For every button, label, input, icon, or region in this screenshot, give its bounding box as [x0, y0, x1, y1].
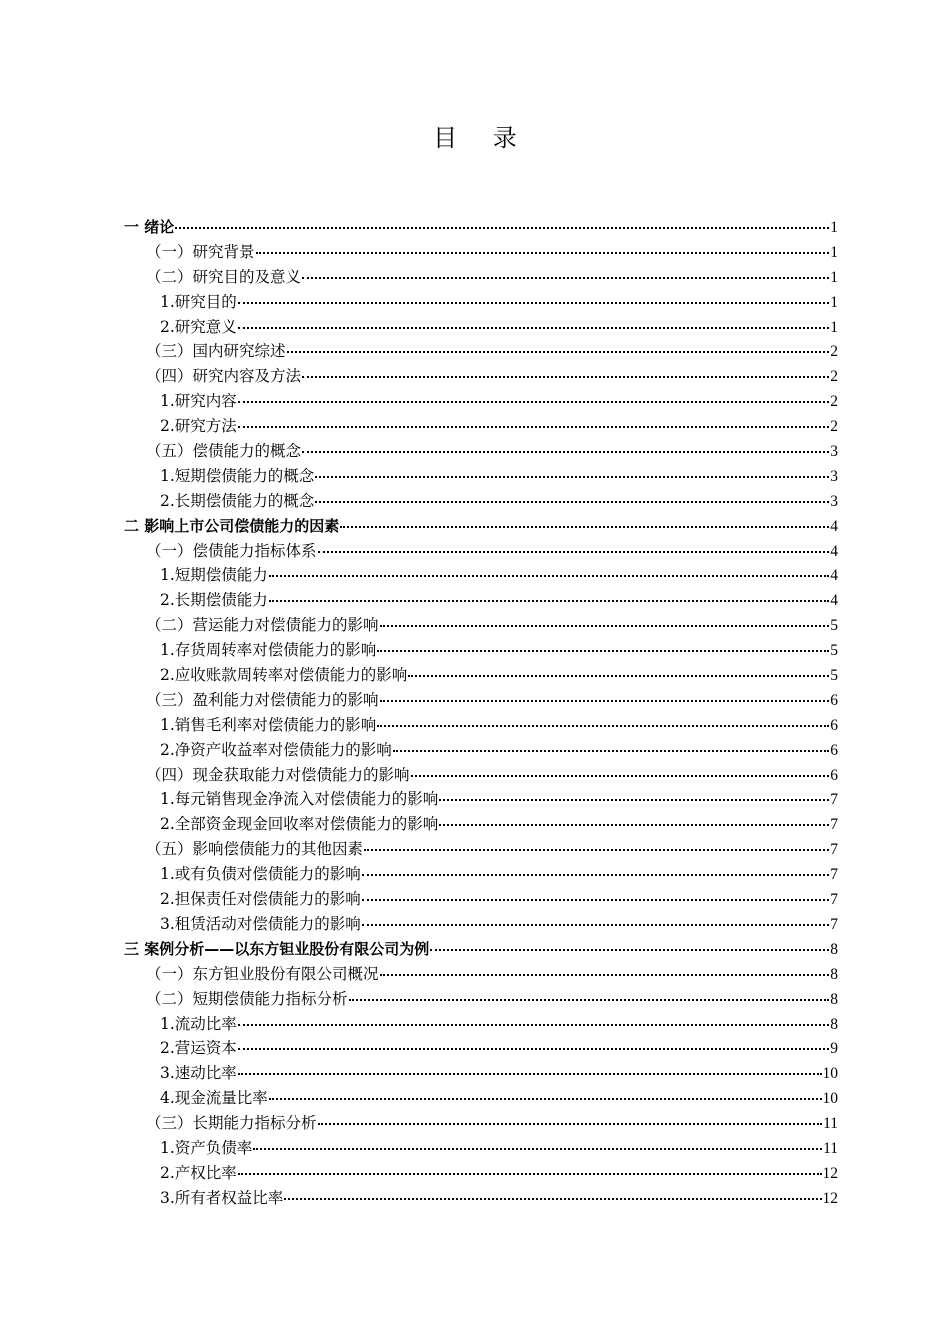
toc-entry-title: （一）研究背景 — [146, 242, 255, 261]
toc-entry[interactable] — [124, 1110, 838, 1135]
toc-dot-leader — [411, 762, 830, 777]
toc-entry[interactable] — [124, 413, 838, 438]
toc-entry[interactable] — [124, 936, 838, 961]
toc-entry-title: （四）现金获取能力对偿债能力的影响 — [146, 765, 410, 784]
toc-entry[interactable] — [124, 214, 838, 239]
toc-page-number: 2 — [830, 343, 838, 361]
toc-dot-leader — [302, 363, 829, 378]
toc-page-number: 4 — [830, 592, 838, 610]
toc-page-number: 8 — [830, 965, 838, 983]
toc-entry[interactable] — [124, 637, 838, 662]
toc-entry[interactable] — [124, 1011, 838, 1036]
toc-dot-leader — [315, 463, 829, 478]
toc-dot-leader — [340, 513, 829, 528]
toc-page-number: 2 — [830, 393, 838, 411]
toc-dot-leader — [393, 737, 829, 752]
toc-entry-title: 1.销售毛利率对偿债能力的影响 — [160, 715, 377, 734]
toc-entry[interactable] — [124, 463, 838, 488]
toc-dot-leader — [284, 1185, 821, 1200]
toc-entry[interactable] — [124, 438, 838, 463]
toc-entry-title: （一）东方钽业股份有限公司概况 — [146, 964, 379, 983]
toc-entry-title: 4.现金流量比率 — [160, 1089, 268, 1108]
toc-entry[interactable] — [124, 239, 838, 264]
toc-entry-title: 2.全部资金现金回收率对偿债能力的影响 — [160, 815, 439, 834]
toc-page-number: 8 — [830, 1015, 838, 1033]
toc-page-number: 11 — [823, 1139, 838, 1157]
toc-entry[interactable] — [124, 911, 838, 936]
toc-dot-leader — [238, 1011, 829, 1026]
toc-page-number: 6 — [830, 716, 838, 734]
toc-entry-title: （三）长期能力指标分析 — [146, 1114, 317, 1133]
toc-page-number: 5 — [830, 667, 838, 685]
toc-entry[interactable] — [124, 1085, 838, 1110]
toc-page-number: 12 — [822, 1164, 838, 1182]
toc-entry[interactable] — [124, 538, 838, 563]
toc-entry-title: 1.研究目的 — [160, 292, 237, 311]
toc-entry[interactable] — [124, 786, 838, 811]
toc-dot-leader — [302, 264, 829, 279]
toc-entry-title: 二 影响上市公司偿债能力的因素 — [124, 516, 340, 535]
toc-page-number: 1 — [830, 268, 838, 286]
toc-entry[interactable] — [124, 363, 838, 388]
toc-dot-leader — [377, 712, 829, 727]
toc-dot-leader — [238, 314, 829, 329]
toc-entry[interactable] — [124, 1160, 838, 1185]
toc-page-number: 3 — [830, 467, 838, 485]
toc-entry[interactable] — [124, 1060, 838, 1085]
toc-dot-leader — [256, 239, 830, 254]
toc-entry-title: 2.长期偿债能力 — [160, 591, 268, 610]
toc-page-number: 5 — [830, 642, 838, 660]
toc-dot-leader — [380, 612, 830, 627]
toc-entry[interactable] — [124, 737, 838, 762]
toc-dot-leader — [362, 911, 829, 926]
toc-entry[interactable] — [124, 961, 838, 986]
toc-entry[interactable] — [124, 762, 838, 787]
toc-dot-leader — [238, 1060, 822, 1075]
toc-page-number: 6 — [830, 691, 838, 709]
toc-page-number: 7 — [830, 816, 838, 834]
toc-page-number: 1 — [830, 293, 838, 311]
toc-entry[interactable] — [124, 1135, 838, 1160]
toc-page-number: 1 — [830, 243, 838, 261]
toc-page-number: 8 — [830, 940, 838, 958]
toc-page-number: 10 — [822, 1090, 838, 1108]
toc-entry[interactable] — [124, 836, 838, 861]
toc-dot-leader — [318, 538, 830, 553]
toc-dot-leader — [380, 961, 830, 976]
toc-entry-title: 3.速动比率 — [160, 1064, 237, 1083]
toc-dot-leader — [302, 438, 829, 453]
toc-page-number: 7 — [830, 841, 838, 859]
toc-entry-title: （三）盈利能力对偿债能力的影响 — [146, 690, 379, 709]
toc-entry[interactable] — [124, 587, 838, 612]
toc-page-number: 9 — [830, 1040, 838, 1058]
toc-page-number: 3 — [830, 492, 838, 510]
toc-entry-title: （二）研究目的及意义 — [146, 267, 302, 286]
toc-page-number: 4 — [830, 542, 838, 560]
toc-entry-title: 2.净资产收益率对偿债能力的影响 — [160, 740, 392, 759]
toc-entry-title: 2.研究意义 — [160, 317, 237, 336]
toc-page-number: 7 — [830, 791, 838, 809]
toc-dot-leader — [287, 338, 830, 353]
toc-entry-title: 3.所有者权益比率 — [160, 1188, 284, 1207]
toc-entry[interactable] — [124, 388, 838, 413]
toc-entry-title: 1.流动比率 — [160, 1014, 237, 1033]
toc-page-number: 7 — [830, 891, 838, 909]
toc-dot-leader — [269, 1085, 822, 1100]
toc-dot-leader — [175, 214, 829, 229]
toc-entry-title: 一 绪论 — [124, 218, 175, 236]
toc-entry-title: （五）影响偿债能力的其他因素 — [146, 840, 364, 859]
toc-page-number: 5 — [830, 617, 838, 635]
toc-page-number: 12 — [822, 1189, 838, 1207]
toc-entry-title: （二）短期偿债能力指标分析 — [146, 989, 348, 1008]
toc-entry[interactable] — [124, 488, 838, 513]
toc-entry-title: 2.担保责任对偿债能力的影响 — [160, 890, 361, 909]
toc-entry-title: （一）偿债能力指标体系 — [146, 541, 317, 560]
toc-dot-leader — [269, 562, 829, 577]
toc-entry-title: 2.研究方法 — [160, 417, 237, 436]
toc-page-number: 6 — [830, 766, 838, 784]
toc-dot-leader — [238, 388, 829, 403]
toc-entry-title: 1.短期偿债能力的概念 — [160, 466, 315, 485]
toc-page-number: 2 — [830, 418, 838, 436]
toc-page-number: 3 — [830, 443, 838, 461]
toc-dot-leader — [253, 1135, 822, 1150]
toc-entry-title: 2.营运资本 — [160, 1039, 237, 1058]
toc-dot-leader — [269, 587, 829, 602]
toc-dot-leader — [318, 1110, 823, 1125]
toc-entry-title: 1.每元销售现金净流入对偿债能力的影响 — [160, 790, 439, 809]
toc-page-number: 1 — [830, 219, 838, 236]
toc-page-number: 4 — [830, 567, 838, 585]
toc-page-number: 10 — [822, 1065, 838, 1083]
toc-entry-title: 1.研究内容 — [160, 392, 237, 411]
toc-page-number: 11 — [823, 1115, 838, 1133]
toc-entry-title: 2.应收账款周转率对偿债能力的影响 — [160, 666, 408, 685]
toc-entry-title: （四）研究内容及方法 — [146, 367, 302, 386]
toc-entry-title: 2.产权比率 — [160, 1163, 237, 1182]
toc-entry-title: （三）国内研究综述 — [146, 342, 286, 361]
toc-entry-title: 1.短期偿债能力 — [160, 566, 268, 585]
toc-entry[interactable] — [124, 562, 838, 587]
toc-dot-leader — [380, 687, 830, 702]
toc-entry[interactable] — [124, 513, 838, 538]
toc-dot-leader — [315, 488, 829, 503]
table-of-contents — [124, 214, 838, 1210]
toc-dot-leader — [408, 662, 829, 677]
toc-dot-leader — [238, 413, 829, 428]
toc-entry[interactable] — [124, 612, 838, 637]
toc-entry[interactable] — [124, 314, 838, 339]
toc-dot-leader — [238, 1160, 822, 1175]
toc-dot-leader — [362, 861, 829, 876]
toc-dot-leader — [377, 637, 829, 652]
toc-entry[interactable] — [124, 861, 838, 886]
toc-entry-title: 2.长期偿债能力的概念 — [160, 491, 315, 510]
toc-title: 目 录 — [433, 124, 531, 152]
toc-entry[interactable] — [124, 811, 838, 836]
toc-entry-title: 1.存货周转率对偿债能力的影响 — [160, 641, 377, 660]
toc-entry-title: 三 案例分析——以东方钽业股份有限公司为例 — [124, 939, 430, 958]
toc-entry[interactable] — [124, 886, 838, 911]
toc-dot-leader — [430, 936, 829, 951]
toc-entry[interactable] — [124, 687, 838, 712]
toc-dot-leader — [362, 886, 829, 901]
toc-entry-title: （二）营运能力对偿债能力的影响 — [146, 616, 379, 635]
toc-page-number: 7 — [830, 915, 838, 933]
toc-page-number: 4 — [830, 517, 838, 535]
toc-entry[interactable] — [124, 338, 838, 363]
toc-entry[interactable] — [124, 264, 838, 289]
toc-entry[interactable] — [124, 986, 838, 1011]
toc-page-number: 6 — [830, 741, 838, 759]
toc-entry[interactable] — [124, 712, 838, 737]
toc-entry[interactable] — [124, 662, 838, 687]
toc-entry-title: 1.或有负债对偿债能力的影响 — [160, 865, 361, 884]
toc-dot-leader — [364, 836, 829, 851]
toc-dot-leader — [238, 289, 829, 304]
toc-dot-leader — [439, 786, 829, 801]
toc-entry-title: 1.资产负债率 — [160, 1138, 253, 1157]
toc-page-number: 7 — [830, 866, 838, 884]
toc-entry-title: （五）偿债能力的概念 — [146, 442, 302, 461]
toc-entry[interactable] — [124, 1035, 838, 1060]
toc-dot-leader — [439, 811, 829, 826]
toc-entry[interactable] — [124, 1185, 838, 1210]
toc-page-number: 2 — [830, 368, 838, 386]
toc-page-number: 8 — [830, 990, 838, 1008]
toc-dot-leader — [349, 986, 830, 1001]
toc-entry[interactable] — [124, 289, 838, 314]
toc-page-number: 1 — [830, 318, 838, 336]
toc-dot-leader — [238, 1035, 829, 1050]
toc-entry-title: 3.租赁活动对偿债能力的影响 — [160, 914, 361, 933]
